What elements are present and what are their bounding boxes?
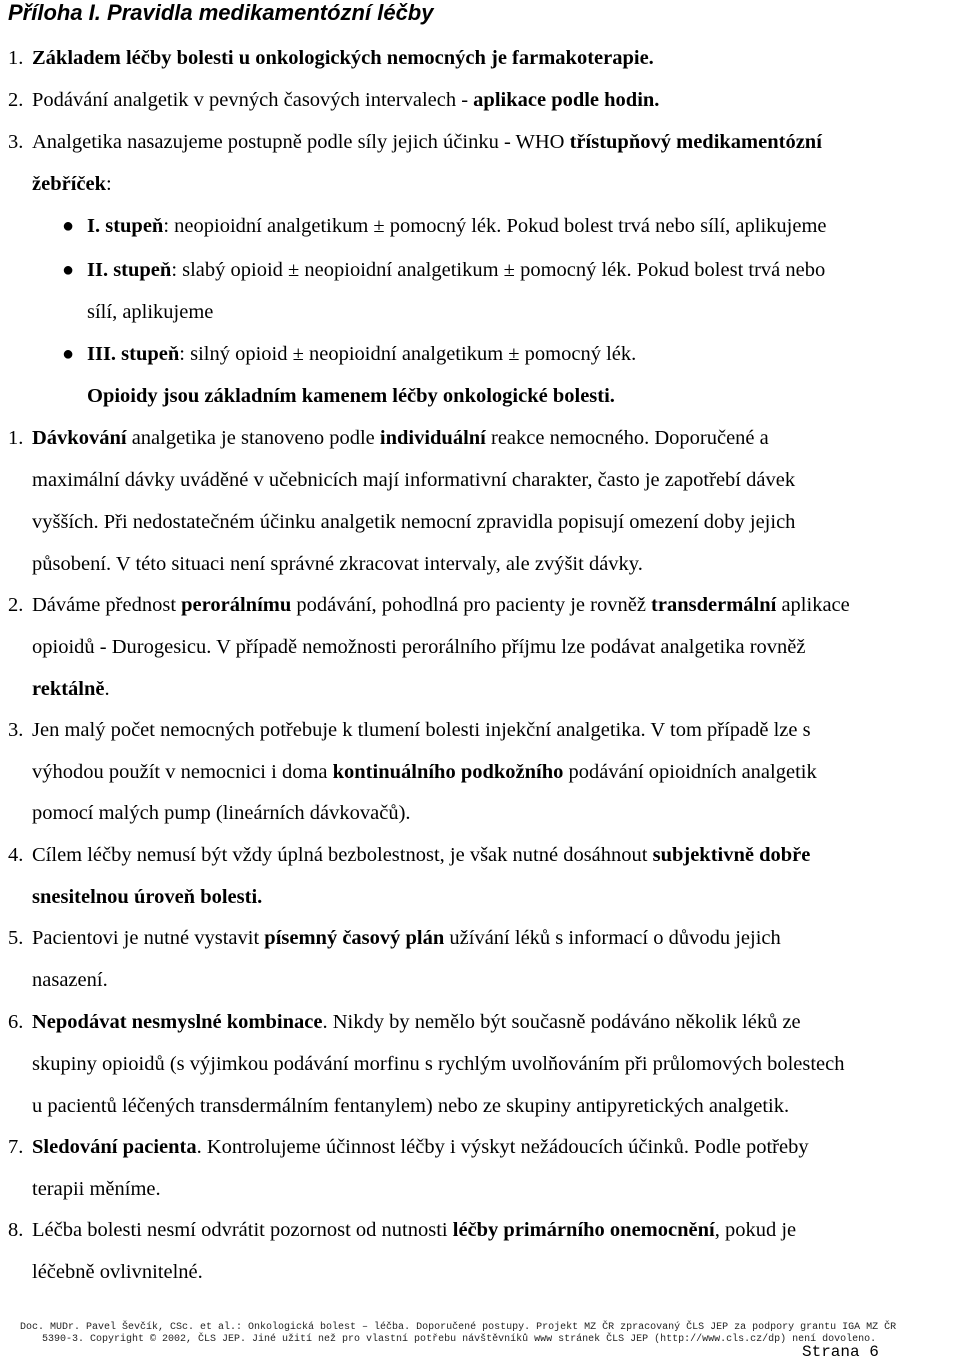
text-run: Dáváme přednost bbox=[32, 594, 182, 616]
bold-text: Sledování pacienta bbox=[32, 1136, 197, 1158]
text-run: Pacientovi je nutné vystavit bbox=[32, 927, 265, 949]
page-number: Strana 6 bbox=[802, 1343, 879, 1361]
line-text bbox=[32, 843, 810, 867]
text-run: : neopioidní analgetikum ± pomocný lék. Pokud bolest trvá nebo sílí, aplikujeme bbox=[163, 215, 827, 237]
text-run: , pokud je bbox=[714, 1219, 797, 1241]
line-text bbox=[32, 468, 795, 492]
text-run: skupiny opioidů (s výjimkou podávání morfinu s rychlým uvolňováním při průlomových bolestech bbox=[32, 1053, 845, 1075]
text-run: analgetika je stanoveno podle bbox=[126, 427, 380, 449]
footer-copyright: 5390-3. Copyright © 2002, ČLS JEP. Jiné užití než pro vlastní potřebu návštěvníků www stránek ČLS JEP (http://www.cls.cz/dp) není dovoleno. bbox=[42, 1334, 877, 1345]
bold-text: Základem léčby bolesti u onkologických nemocných je farmakoterapie. bbox=[32, 47, 654, 69]
text-run: . Nikdy by nemělo být současně podáváno několik léků ze bbox=[322, 1011, 801, 1033]
bold-text: třístupňový medikamentózní bbox=[569, 131, 822, 153]
text-run: u pacientů léčených transdermálním fentanylem) nebo ze skupiny antipyretických analgetik. bbox=[32, 1095, 790, 1117]
line-text bbox=[32, 130, 822, 154]
bold-text: žebříček bbox=[32, 173, 106, 195]
bold-text: Opioidy jsou základním kamenem léčby onkologické bolesti. bbox=[87, 385, 615, 407]
bold-text: kontinuálního podkožního bbox=[332, 761, 564, 783]
item-number: 6. bbox=[8, 1011, 24, 1033]
text-run: léčebně ovlivnitelné. bbox=[32, 1261, 203, 1283]
text-run: maximální dávky uváděné v učebnicích mají informativní charakter, často je zapotřebí dávek bbox=[32, 469, 796, 491]
item-number: 2. bbox=[8, 594, 24, 616]
bold-text: perorálnímu bbox=[181, 594, 292, 616]
text-run: užívání léků s informací o důvodu jejich bbox=[444, 927, 781, 949]
bold-text: rektálně bbox=[32, 678, 105, 700]
item-number: 1. bbox=[8, 427, 24, 449]
text-run: podávání, pohodlná pro pacienty je rovněž bbox=[291, 594, 652, 616]
item-number: 1. bbox=[8, 47, 24, 69]
bold-text: snesitelnou úroveň bolesti. bbox=[32, 886, 263, 908]
line-text bbox=[32, 1052, 845, 1076]
bold-text: subjektivně dobře bbox=[652, 844, 811, 866]
line-text bbox=[32, 1260, 203, 1284]
page-title: Příloha I. Pravidla medikamentózní léčby bbox=[8, 0, 434, 25]
line-text bbox=[32, 885, 262, 909]
text-run: nasazení. bbox=[32, 969, 108, 991]
line-text bbox=[32, 1218, 796, 1242]
bold-text: písemný časový plán bbox=[264, 927, 445, 949]
line-text bbox=[32, 593, 850, 617]
text-run: : silný opioid ± neopioidní analgetikum ± pomocný lék. bbox=[179, 343, 637, 365]
bullet-icon: ● bbox=[62, 215, 75, 237]
text-run: terapii měníme. bbox=[32, 1178, 161, 1200]
text-run: sílí, aplikujeme bbox=[87, 301, 214, 323]
line-text bbox=[32, 426, 769, 450]
text-run: aplikace bbox=[776, 594, 850, 616]
text-run: podávání opioidních analgetik bbox=[563, 761, 817, 783]
line-text bbox=[32, 46, 654, 70]
item-number: 3. bbox=[8, 719, 24, 741]
bold-text: Dávkování bbox=[32, 427, 127, 449]
line-text bbox=[32, 718, 811, 742]
footer-credits: Doc. MUDr. Pavel Ševčík, CSc. et al.: Onkologická bolest – léčba. Doporučené postupy. Projekt MZ ČR zpracovaný ČLS JEP za podpory grantu IGA MZ ČR bbox=[20, 1322, 897, 1333]
item-number: 3. bbox=[8, 131, 24, 153]
line-text bbox=[87, 214, 827, 238]
line-text bbox=[32, 926, 781, 950]
item-number: 4. bbox=[8, 844, 24, 866]
bullet-icon: ● bbox=[62, 343, 75, 365]
line-text bbox=[32, 635, 805, 659]
line-text bbox=[87, 258, 825, 282]
line-text bbox=[32, 1135, 809, 1159]
text-run: Jen malý počet nemocných potřebuje k tlumení bolesti injekční analgetika. V tom případě lze s bbox=[32, 719, 811, 741]
item-number: 7. bbox=[8, 1136, 24, 1158]
bold-text: transdermální bbox=[651, 594, 777, 616]
bold-text: individuální bbox=[379, 427, 486, 449]
line-text bbox=[87, 384, 615, 408]
line-text bbox=[32, 552, 643, 576]
text-run: Cílem léčby nemusí být vždy úplná bezbolestnost, je však nutné dosáhnout bbox=[32, 844, 653, 866]
text-run: : slabý opioid ± neopioidní analgetikum ± pomocný lék. Pokud bolest trvá nebo bbox=[171, 259, 826, 281]
line-text bbox=[32, 510, 795, 534]
text-run: Analgetika nasazujeme postupně podle síly jejich účinku - WHO bbox=[32, 131, 570, 153]
line-text bbox=[32, 1010, 801, 1034]
line-text bbox=[32, 1094, 789, 1118]
bold-text: Nepodávat nesmyslné kombinace bbox=[32, 1011, 323, 1033]
item-number: 2. bbox=[8, 89, 24, 111]
text-run: : bbox=[106, 173, 112, 195]
bullet-icon: ● bbox=[62, 259, 75, 281]
bold-text: aplikace podle hodin. bbox=[473, 89, 660, 111]
text-run: . bbox=[104, 678, 110, 700]
text-run: působení. V této situaci není správné zkracovat intervaly, ale zvýšit dávky. bbox=[32, 553, 643, 575]
text-run: reakce nemocného. Doporučené a bbox=[485, 427, 769, 449]
line-text bbox=[32, 760, 817, 784]
line-text bbox=[32, 172, 112, 196]
line-text bbox=[87, 342, 636, 366]
bold-text: III. stupeň bbox=[87, 343, 180, 365]
bold-text: I. stupeň bbox=[87, 215, 164, 237]
text-run: pomocí malých pump (lineárních dávkovačů). bbox=[32, 802, 411, 824]
line-text bbox=[32, 677, 110, 701]
bold-text: II. stupeň bbox=[87, 259, 172, 281]
line-text bbox=[87, 300, 213, 324]
text-run: Podávání analgetik v pevných časových intervalech - bbox=[32, 89, 474, 111]
text-run: . Kontrolujeme účinnost léčby i výskyt nežádoucích účinků. Podle potřeby bbox=[196, 1136, 809, 1158]
line-text bbox=[32, 801, 411, 825]
bold-text: léčby primárního onemocnění bbox=[452, 1219, 715, 1241]
line-text bbox=[32, 968, 108, 992]
item-number: 5. bbox=[8, 927, 24, 949]
text-run: Léčba bolesti nesmí odvrátit pozornost od nutnosti bbox=[32, 1219, 453, 1241]
text-run: opioidů - Durogesicu. V případě nemožnosti perorálního příjmu lze podávat analgetika rovněž bbox=[32, 636, 806, 658]
line-text bbox=[32, 1177, 161, 1201]
item-number: 8. bbox=[8, 1219, 24, 1241]
text-run: vyšších. Při nedostatečném účinku analgetik nemocní zpravidla popisují omezení doby jejich bbox=[32, 511, 796, 533]
line-text bbox=[32, 88, 659, 112]
text-run: výhodou použít v nemocnici i doma bbox=[32, 761, 333, 783]
